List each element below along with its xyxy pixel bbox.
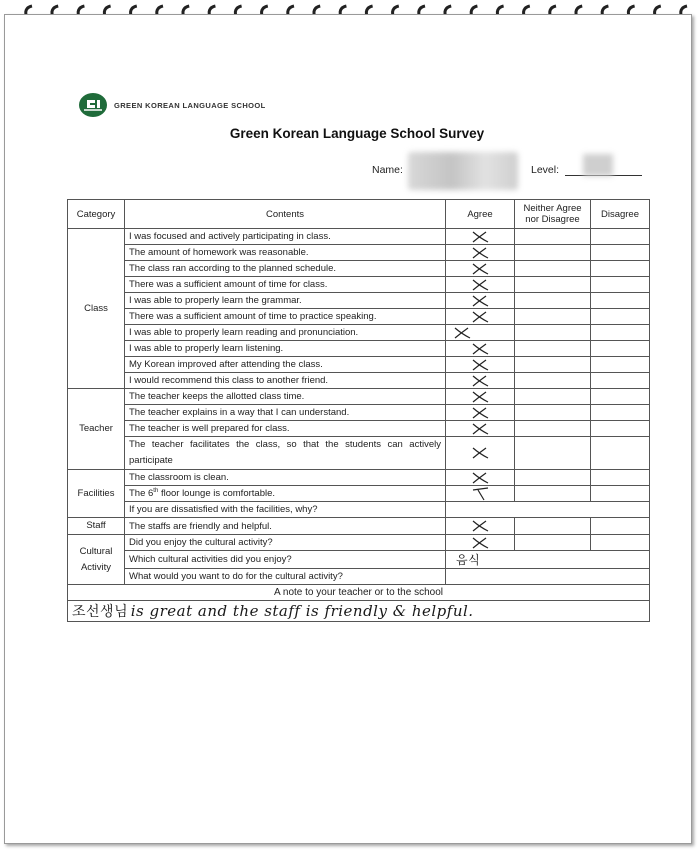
x-check-icon	[452, 326, 472, 340]
disagree-cell[interactable]	[591, 518, 650, 535]
disagree-cell[interactable]	[591, 373, 650, 389]
disagree-cell[interactable]	[591, 357, 650, 373]
category-cultural-line1: Cultural	[79, 545, 113, 557]
item-text: I was able to properly learn listening.	[125, 341, 446, 357]
note-english: is great and the staff is friendly & helpful.	[130, 602, 474, 620]
table-row	[68, 261, 650, 277]
note-header-row	[68, 585, 650, 601]
lounge-sup: th	[153, 487, 159, 494]
note-body-row	[68, 601, 650, 622]
neither-cell[interactable]	[515, 277, 591, 293]
neither-cell[interactable]	[515, 421, 591, 437]
category-class: Class	[68, 229, 125, 389]
item-text: The teacher facilitates the class, so that the students can actively participate	[125, 437, 446, 470]
item-text: My Korean improved after attending the class.	[125, 357, 446, 373]
agree-cell[interactable]	[446, 341, 515, 357]
neither-cell[interactable]	[515, 261, 591, 277]
table-row	[68, 277, 650, 293]
table-row	[68, 309, 650, 325]
disagree-cell[interactable]	[591, 325, 650, 341]
table-row	[68, 470, 650, 486]
page-title: Green Korean Language School Survey	[229, 126, 485, 141]
header-agree: Agree	[446, 200, 515, 229]
x-check-icon	[470, 278, 490, 292]
disagree-cell[interactable]	[591, 470, 650, 486]
table-row	[68, 421, 650, 437]
disagree-cell[interactable]	[591, 277, 650, 293]
header-contents: Contents	[125, 200, 446, 229]
agree-cell[interactable]	[446, 245, 515, 261]
neither-cell[interactable]	[515, 293, 591, 309]
category-facilities: Facilities	[68, 470, 125, 518]
disagree-cell[interactable]	[591, 245, 650, 261]
disagree-cell[interactable]	[591, 389, 650, 405]
item-text: The classroom is clean.	[125, 470, 446, 486]
name-label: Name:	[372, 164, 403, 176]
x-check-icon	[470, 487, 490, 501]
school-logo-icon	[78, 92, 112, 118]
table-row	[68, 437, 650, 470]
header-row	[68, 200, 650, 229]
note-field[interactable]	[68, 601, 650, 622]
x-check-icon	[470, 406, 490, 420]
neither-cell[interactable]	[515, 229, 591, 245]
table-row	[68, 357, 650, 373]
neither-cell[interactable]	[515, 535, 591, 551]
disagree-cell[interactable]	[591, 486, 650, 502]
x-check-icon	[470, 446, 490, 460]
neither-cell[interactable]	[515, 518, 591, 535]
agree-cell[interactable]	[446, 309, 515, 325]
x-check-icon	[470, 422, 490, 436]
header-neither: Neither Agree nor Disagree	[515, 200, 591, 229]
disagree-cell[interactable]	[591, 437, 650, 470]
agree-cell[interactable]	[446, 277, 515, 293]
table-row	[68, 373, 650, 389]
agree-cell[interactable]	[446, 261, 515, 277]
disagree-cell[interactable]	[591, 341, 650, 357]
x-check-icon	[470, 390, 490, 404]
table-row	[68, 245, 650, 261]
level-label: Level:	[531, 164, 560, 176]
disagree-cell[interactable]	[591, 421, 650, 437]
item-text: The amount of homework was reasonable.	[125, 245, 446, 261]
neither-cell[interactable]	[515, 245, 591, 261]
table-row	[68, 551, 650, 569]
disagree-cell[interactable]	[591, 229, 650, 245]
agree-cell[interactable]	[446, 389, 515, 405]
neither-cell[interactable]	[515, 389, 591, 405]
item-text: I was able to properly learn reading and pronunciation.	[125, 325, 446, 341]
disagree-cell[interactable]	[591, 535, 650, 551]
item-text: I was focused and actively participating in class.	[125, 229, 446, 245]
table-row	[68, 389, 650, 405]
x-check-icon	[470, 310, 490, 324]
neither-cell[interactable]	[515, 341, 591, 357]
item-text: I would recommend this class to another friend.	[125, 373, 446, 389]
table-row	[68, 405, 650, 421]
category-teacher: Teacher	[68, 389, 125, 470]
x-check-icon	[470, 536, 490, 550]
item-text: Did you enjoy the cultural activity?	[125, 535, 446, 551]
disagree-cell[interactable]	[591, 405, 650, 421]
agree-cell[interactable]	[446, 405, 515, 421]
category-staff: Staff	[68, 518, 125, 535]
item-text: The class ran according to the planned schedule.	[125, 261, 446, 277]
name-redacted	[408, 152, 518, 190]
lounge-prefix: The 6	[129, 488, 154, 500]
agree-cell[interactable]	[446, 535, 515, 551]
cultural-answer: 음식	[456, 553, 481, 567]
neither-cell[interactable]	[515, 309, 591, 325]
disagree-cell[interactable]	[591, 309, 650, 325]
facilities-question: If you are dissatisfied with the facilities, why?	[125, 502, 446, 518]
neither-cell[interactable]	[515, 470, 591, 486]
x-check-icon	[470, 230, 490, 244]
agree-cell[interactable]	[446, 373, 515, 389]
table-row	[68, 518, 650, 535]
item-text	[125, 486, 446, 502]
disagree-cell[interactable]	[591, 293, 650, 309]
neither-cell[interactable]	[515, 357, 591, 373]
item-text: The teacher keeps the allotted class time.	[125, 389, 446, 405]
agree-cell[interactable]	[446, 325, 515, 341]
x-check-icon	[470, 358, 490, 372]
item-text: There was a sufficient amount of time to practice speaking.	[125, 309, 446, 325]
neither-cell[interactable]	[515, 373, 591, 389]
x-check-icon	[470, 374, 490, 388]
x-check-icon	[470, 471, 490, 485]
header-disagree: Disagree	[591, 200, 650, 229]
agree-cell[interactable]	[446, 293, 515, 309]
category-cultural	[68, 535, 125, 585]
item-text: The teacher is well prepared for class.	[125, 421, 446, 437]
neither-cell[interactable]	[515, 486, 591, 502]
survey-table	[67, 199, 650, 622]
facilities-answer-field[interactable]	[446, 502, 650, 518]
table-row	[68, 502, 650, 518]
agree-cell[interactable]	[446, 421, 515, 437]
agree-cell[interactable]	[446, 357, 515, 373]
x-check-icon	[470, 294, 490, 308]
school-logo	[78, 92, 266, 118]
note-korean: 조선생님	[72, 604, 129, 620]
table-row	[68, 535, 650, 551]
logo-text: GREEN KOREAN LANGUAGE SCHOOL	[114, 100, 266, 110]
x-check-icon	[470, 342, 490, 356]
neither-cell[interactable]	[515, 325, 591, 341]
x-check-icon	[470, 246, 490, 260]
agree-cell[interactable]	[446, 486, 515, 502]
item-text: The teacher explains in a way that I can understand.	[125, 405, 446, 421]
neither-cell[interactable]	[515, 405, 591, 421]
item-text: What would you want to do for the cultural activity?	[125, 569, 446, 585]
cultural-answer-field[interactable]	[446, 551, 650, 569]
item-text: The staffs are friendly and helpful.	[125, 518, 446, 535]
x-check-icon	[470, 262, 490, 276]
table-row	[68, 569, 650, 585]
cultural-wish-field[interactable]	[446, 569, 650, 585]
table-row	[68, 486, 650, 502]
agree-cell[interactable]	[446, 437, 515, 470]
x-check-icon	[470, 519, 490, 533]
note-title: A note to your teacher or to the school	[68, 585, 650, 601]
agree-cell[interactable]	[446, 470, 515, 486]
level-redacted	[583, 154, 613, 176]
table-row	[68, 293, 650, 309]
table-row	[68, 341, 650, 357]
item-text: There was a sufficient amount of time for class.	[125, 277, 446, 293]
category-cultural-line2: Activity	[80, 561, 112, 573]
table-row	[68, 229, 650, 245]
lounge-text: floor lounge is comfortable.	[160, 488, 276, 500]
disagree-cell[interactable]	[591, 261, 650, 277]
agree-cell[interactable]	[446, 229, 515, 245]
item-text: I was able to properly learn the grammar.	[125, 293, 446, 309]
header-category: Category	[68, 200, 125, 229]
item-text: Which cultural activities did you enjoy?	[125, 551, 446, 569]
agree-cell[interactable]	[446, 518, 515, 535]
table-row	[68, 325, 650, 341]
neither-cell[interactable]	[515, 437, 591, 470]
